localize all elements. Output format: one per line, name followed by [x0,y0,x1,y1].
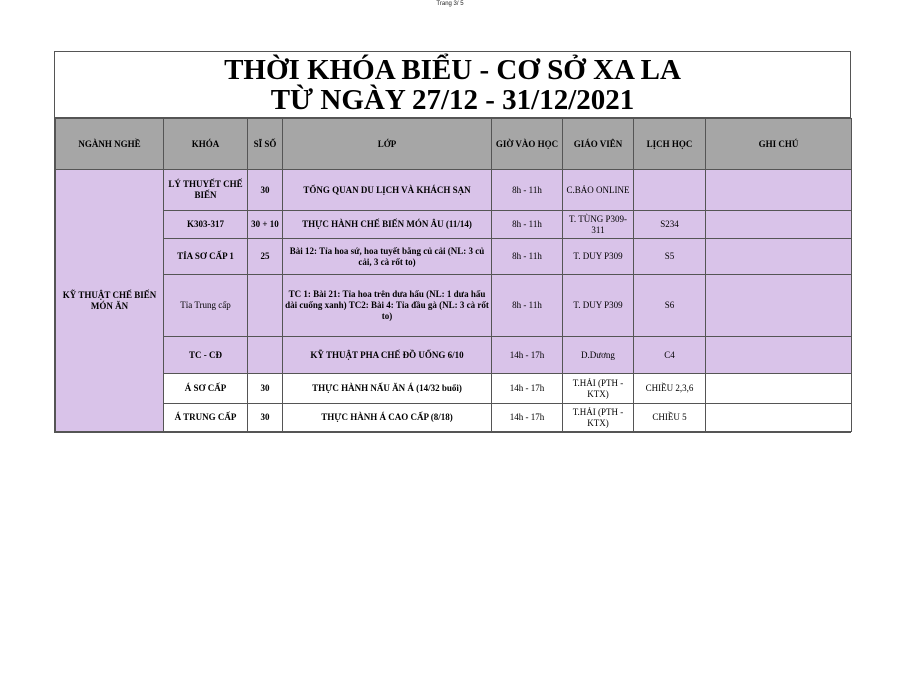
table-row [56,404,852,432]
lich-hoc-cell: CHIỀU 5 [634,404,706,432]
giao-vien-cell: T. DUY P309 [563,275,634,337]
si-so-cell: 30 [248,170,283,211]
lop-cell: THỰC HÀNH NẤU ĂN Á (14/32 buổi) [283,374,492,404]
header-lich-hoc: LỊCH HỌC [634,119,706,170]
lop-cell: TỔNG QUAN DU LỊCH VÀ KHÁCH SẠN [283,170,492,211]
khoa-cell: LÝ THUYẾT CHẾ BIẾN [164,170,248,211]
giao-vien-cell: T.HẢI (PTH - KTX) [563,374,634,404]
khoa-cell: Á TRUNG CẤP [164,404,248,432]
header-ghi-chu: GHI CHÚ [706,119,852,170]
schedule-table [55,118,852,432]
gio-cell: 8h - 11h [492,239,563,275]
lich-hoc-cell: S6 [634,275,706,337]
lop-cell: THỰC HÀNH CHẾ BIẾN MÓN ÂU (11/14) [283,211,492,239]
title-line-2: TỪ NGÀY 27/12 - 31/12/2021 [270,84,635,116]
header-row [56,119,852,170]
table-row [56,211,852,239]
gio-cell: 14h - 17h [492,404,563,432]
gio-cell: 14h - 17h [492,374,563,404]
si-so-cell: 30 [248,374,283,404]
lich-hoc-cell: CHIỀU 2,3,6 [634,374,706,404]
header-giao-vien: GIÁO VIÊN [563,119,634,170]
title-line-1: THỜI KHÓA BIỂU - CƠ SỞ XA LA [224,54,681,86]
si-so-cell [248,275,283,337]
giao-vien-cell: T. TÙNG P309-311 [563,211,634,239]
ghi-chu-cell [706,404,852,432]
header-nganh-nghe: NGÀNH NGHỀ [56,119,164,170]
si-so-cell [248,337,283,374]
lop-cell: THỰC HÀNH Á CAO CẤP (8/18) [283,404,492,432]
table-row [56,170,852,211]
table-row [56,374,852,404]
lop-cell: TC 1: Bài 21: Tỉa hoa trên dưa hấu (NL: 1 dưa hấu dài cuống xanh) TC2: Bài 4: Tỉa đầu gà (NL: 3 cà rốt to) [283,275,492,337]
giao-vien-cell: D.Dương [563,337,634,374]
header-khoa: KHÓA [164,119,248,170]
giao-vien-cell: T.HẢI (PTH - KTX) [563,404,634,432]
lich-hoc-cell: S234 [634,211,706,239]
giao-vien-cell: C.BẢO ONLINE [563,170,634,211]
lich-hoc-cell [634,170,706,211]
page-number-label: Trang 3/ 5 [436,1,464,7]
khoa-cell: Tỉa Trung cấp [164,275,248,337]
lop-cell: Bài 12: Tỉa hoa sứ, hoa tuyết bằng củ cải (NL: 3 củ cải, 3 cà rốt to) [283,239,492,275]
ghi-chu-cell [706,337,852,374]
header-gio-vao-hoc: GIỜ VÀO HỌC [492,119,563,170]
nganh-nghe-cell: KỸ THUẬT CHẾ BIẾN MÓN ĂN [56,170,164,432]
gio-cell: 8h - 11h [492,275,563,337]
si-so-cell: 25 [248,239,283,275]
header-lop: LỚP [283,119,492,170]
header-si-so: SĨ SỐ [248,119,283,170]
table-row [56,239,852,275]
timetable-sheet [54,51,851,433]
table-row [56,337,852,374]
gio-cell: 14h - 17h [492,337,563,374]
giao-vien-cell: T. DUY P309 [563,239,634,275]
ghi-chu-cell [706,239,852,275]
timetable-title [55,52,850,118]
table-row [56,275,852,337]
si-so-cell: 30 + 10 [248,211,283,239]
gio-cell: 8h - 11h [492,170,563,211]
ghi-chu-cell [706,211,852,239]
khoa-cell: K303-317 [164,211,248,239]
lich-hoc-cell: S5 [634,239,706,275]
lich-hoc-cell: C4 [634,337,706,374]
ghi-chu-cell [706,374,852,404]
ghi-chu-cell [706,275,852,337]
khoa-cell: Á SƠ CẤP [164,374,248,404]
khoa-cell: TC - CĐ [164,337,248,374]
si-so-cell: 30 [248,404,283,432]
khoa-cell: TỈA SƠ CẤP 1 [164,239,248,275]
ghi-chu-cell [706,170,852,211]
lop-cell: KỸ THUẬT PHA CHẾ ĐỒ UỐNG 6/10 [283,337,492,374]
gio-cell: 8h - 11h [492,211,563,239]
